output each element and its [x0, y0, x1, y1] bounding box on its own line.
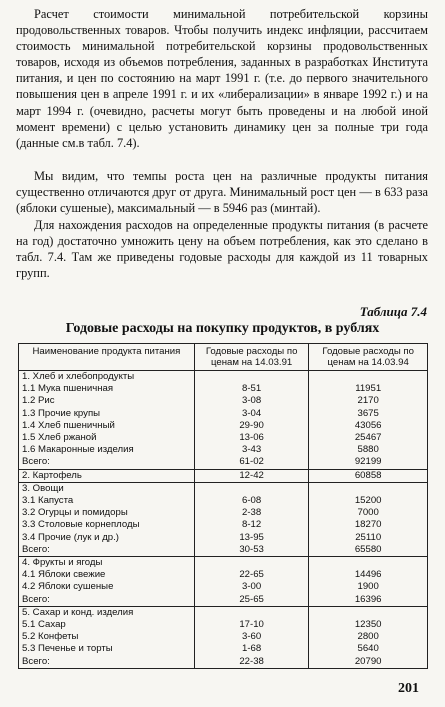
table-row — [19, 482, 428, 495]
product-cell: 1.1 Мука пшеничная — [19, 383, 195, 395]
price-1991-cell: 25-65 — [194, 594, 309, 607]
column-header-product: Наименование продукта питания — [19, 344, 195, 371]
table-row — [19, 631, 428, 643]
page-number: 201 — [398, 681, 419, 696]
price-1994-cell: 5640 — [309, 643, 428, 655]
price-1991-cell: 29-90 — [194, 420, 309, 432]
product-cell: 1.5 Хлеб ржаной — [19, 432, 195, 444]
product-cell: 2. Картофель — [19, 469, 195, 482]
product-cell: 1.6 Макаронные изделия — [19, 444, 195, 456]
price-1991-cell: 2-38 — [194, 507, 309, 519]
table-row — [19, 469, 428, 482]
table-row — [19, 507, 428, 519]
price-1994-cell: 3675 — [309, 408, 428, 420]
column-header-1991: Годовые расходы по ценам на 14.03.91 — [194, 344, 309, 371]
table-row — [19, 456, 428, 469]
table-row — [19, 606, 428, 619]
product-cell: Всего: — [19, 656, 195, 669]
price-1991-cell: 30-53 — [194, 544, 309, 557]
table-caption: Таблица 7.4 — [359, 304, 427, 319]
price-1991-cell — [194, 482, 309, 495]
price-1991-cell: 8-51 — [194, 383, 309, 395]
table-row — [19, 581, 428, 593]
product-cell: 4. Фрукты и ягоды — [19, 557, 195, 570]
table-header-row — [19, 344, 428, 371]
price-1994-cell — [309, 606, 428, 619]
price-1994-cell: 14496 — [309, 569, 428, 581]
price-1994-cell: 92199 — [309, 456, 428, 469]
product-cell: 4.2 Яблоки сушеные — [19, 581, 195, 593]
product-cell: 1. Хлеб и хлебопродукты — [19, 371, 195, 384]
table-row — [19, 656, 428, 669]
price-1991-cell — [194, 371, 309, 384]
table-row — [19, 544, 428, 557]
price-1994-cell: 65580 — [309, 544, 428, 557]
product-cell: 5. Сахар и конд. изделия — [19, 606, 195, 619]
price-1994-cell: 2170 — [309, 395, 428, 407]
product-cell: 1.4 Хлеб пшеничный — [19, 420, 195, 432]
product-cell: 4.1 Яблоки свежие — [19, 569, 195, 581]
price-1991-cell: 3-43 — [194, 444, 309, 456]
price-1994-cell: 20790 — [309, 656, 428, 669]
price-1994-cell: 5880 — [309, 444, 428, 456]
price-1991-cell: 3-08 — [194, 395, 309, 407]
product-cell: Всего: — [19, 594, 195, 607]
price-1994-cell: 11951 — [309, 383, 428, 395]
price-1991-cell: 12-42 — [194, 469, 309, 482]
product-cell: 3.1 Капуста — [19, 495, 195, 507]
price-1994-cell: 1900 — [309, 581, 428, 593]
table-row — [19, 619, 428, 631]
price-1991-cell: 13-06 — [194, 432, 309, 444]
product-cell: 3.2 Огурцы и помидоры — [19, 507, 195, 519]
table-title: Годовые расходы на покупку продуктов, в рублях — [65, 321, 380, 336]
expenses-table — [18, 343, 428, 669]
product-cell: 1.2 Рис — [19, 395, 195, 407]
product-cell: 3.3 Столовые корнеплоды — [19, 519, 195, 531]
table-row — [19, 408, 428, 420]
product-cell: 5.1 Сахар — [19, 619, 195, 631]
product-cell: 1.3 Прочие крупы — [19, 408, 195, 420]
product-cell: Всего: — [19, 544, 195, 557]
price-1994-cell: 25110 — [309, 532, 428, 544]
price-1991-cell: 8-12 — [194, 519, 309, 531]
table-row — [19, 643, 428, 655]
table-body — [19, 371, 428, 669]
price-1994-cell: 7000 — [309, 507, 428, 519]
price-1991-cell: 13-95 — [194, 532, 309, 544]
product-cell: 5.3 Печенье и торты — [19, 643, 195, 655]
price-1994-cell: 12350 — [309, 619, 428, 631]
product-cell: 3.4 Прочие (лук и др.) — [19, 532, 195, 544]
paragraph-1: Расчет стоимости минимальной потребительской корзины продовольственных товаров. Чтобы получить индекс инфляции, рассчитаем стоимость минимальной потребительской корзины продовольственных товаров, исходя из объемов потребления, заданных в разработках Института питания, и цен по состоянию на март 1991 г. (т.е. до первого значительного повышения цен в апреле 1991 г. и их «либерализации» в январе 1992 г.) и на март 1994 г. (очевидно, расчеты могут быть проведены и на любой иной момент времени) с целью установить динамику цен за полные три года (данные см.в табл. 7.4). — [16, 7, 428, 150]
price-1991-cell: 17-10 — [194, 619, 309, 631]
price-1991-cell: 22-65 — [194, 569, 309, 581]
table-row — [19, 495, 428, 507]
price-1991-cell: 22-38 — [194, 656, 309, 669]
table-row — [19, 594, 428, 607]
product-cell: 5.2 Конфеты — [19, 631, 195, 643]
price-1991-cell — [194, 606, 309, 619]
product-cell: 3. Овощи — [19, 482, 195, 495]
table-row — [19, 371, 428, 384]
table-row — [19, 444, 428, 456]
table-row — [19, 420, 428, 432]
table-row — [19, 395, 428, 407]
price-1994-cell — [309, 371, 428, 384]
table-row — [19, 383, 428, 395]
paragraph-3: Для нахождения расходов на определенные продукты питания (в расчете на год) достаточно умножить цену на объем потребления, как это сделано в табл. 7.4. Там же приведены годовые расходы для каждой из 11 товарных групп. — [16, 218, 428, 281]
price-1991-cell: 3-04 — [194, 408, 309, 420]
column-header-1994: Годовые расходы по ценам на 14.03.94 — [309, 344, 428, 371]
paragraph-2: Мы видим, что темпы роста цен на различные продукты питания существенно отличаются друг от друга. Минимальный рост цен — в 633 раза (яблоки сушеные), максимальный — в 5946 раз (минтай). — [16, 169, 428, 216]
price-1994-cell: 43056 — [309, 420, 428, 432]
price-1994-cell: 16396 — [309, 594, 428, 607]
table-row — [19, 557, 428, 570]
price-1994-cell — [309, 557, 428, 570]
price-1991-cell: 1-68 — [194, 643, 309, 655]
price-1991-cell — [194, 557, 309, 570]
price-1994-cell — [309, 482, 428, 495]
price-1991-cell: 6-08 — [194, 495, 309, 507]
price-1994-cell: 15200 — [309, 495, 428, 507]
price-1991-cell: 3-00 — [194, 581, 309, 593]
price-1994-cell: 25467 — [309, 432, 428, 444]
table-row — [19, 569, 428, 581]
price-1994-cell: 60858 — [309, 469, 428, 482]
table-row — [19, 532, 428, 544]
price-1991-cell: 3-60 — [194, 631, 309, 643]
table-row — [19, 519, 428, 531]
product-cell: Всего: — [19, 456, 195, 469]
table-row — [19, 432, 428, 444]
price-1991-cell: 61-02 — [194, 456, 309, 469]
price-1994-cell: 18270 — [309, 519, 428, 531]
price-1994-cell: 2800 — [309, 631, 428, 643]
